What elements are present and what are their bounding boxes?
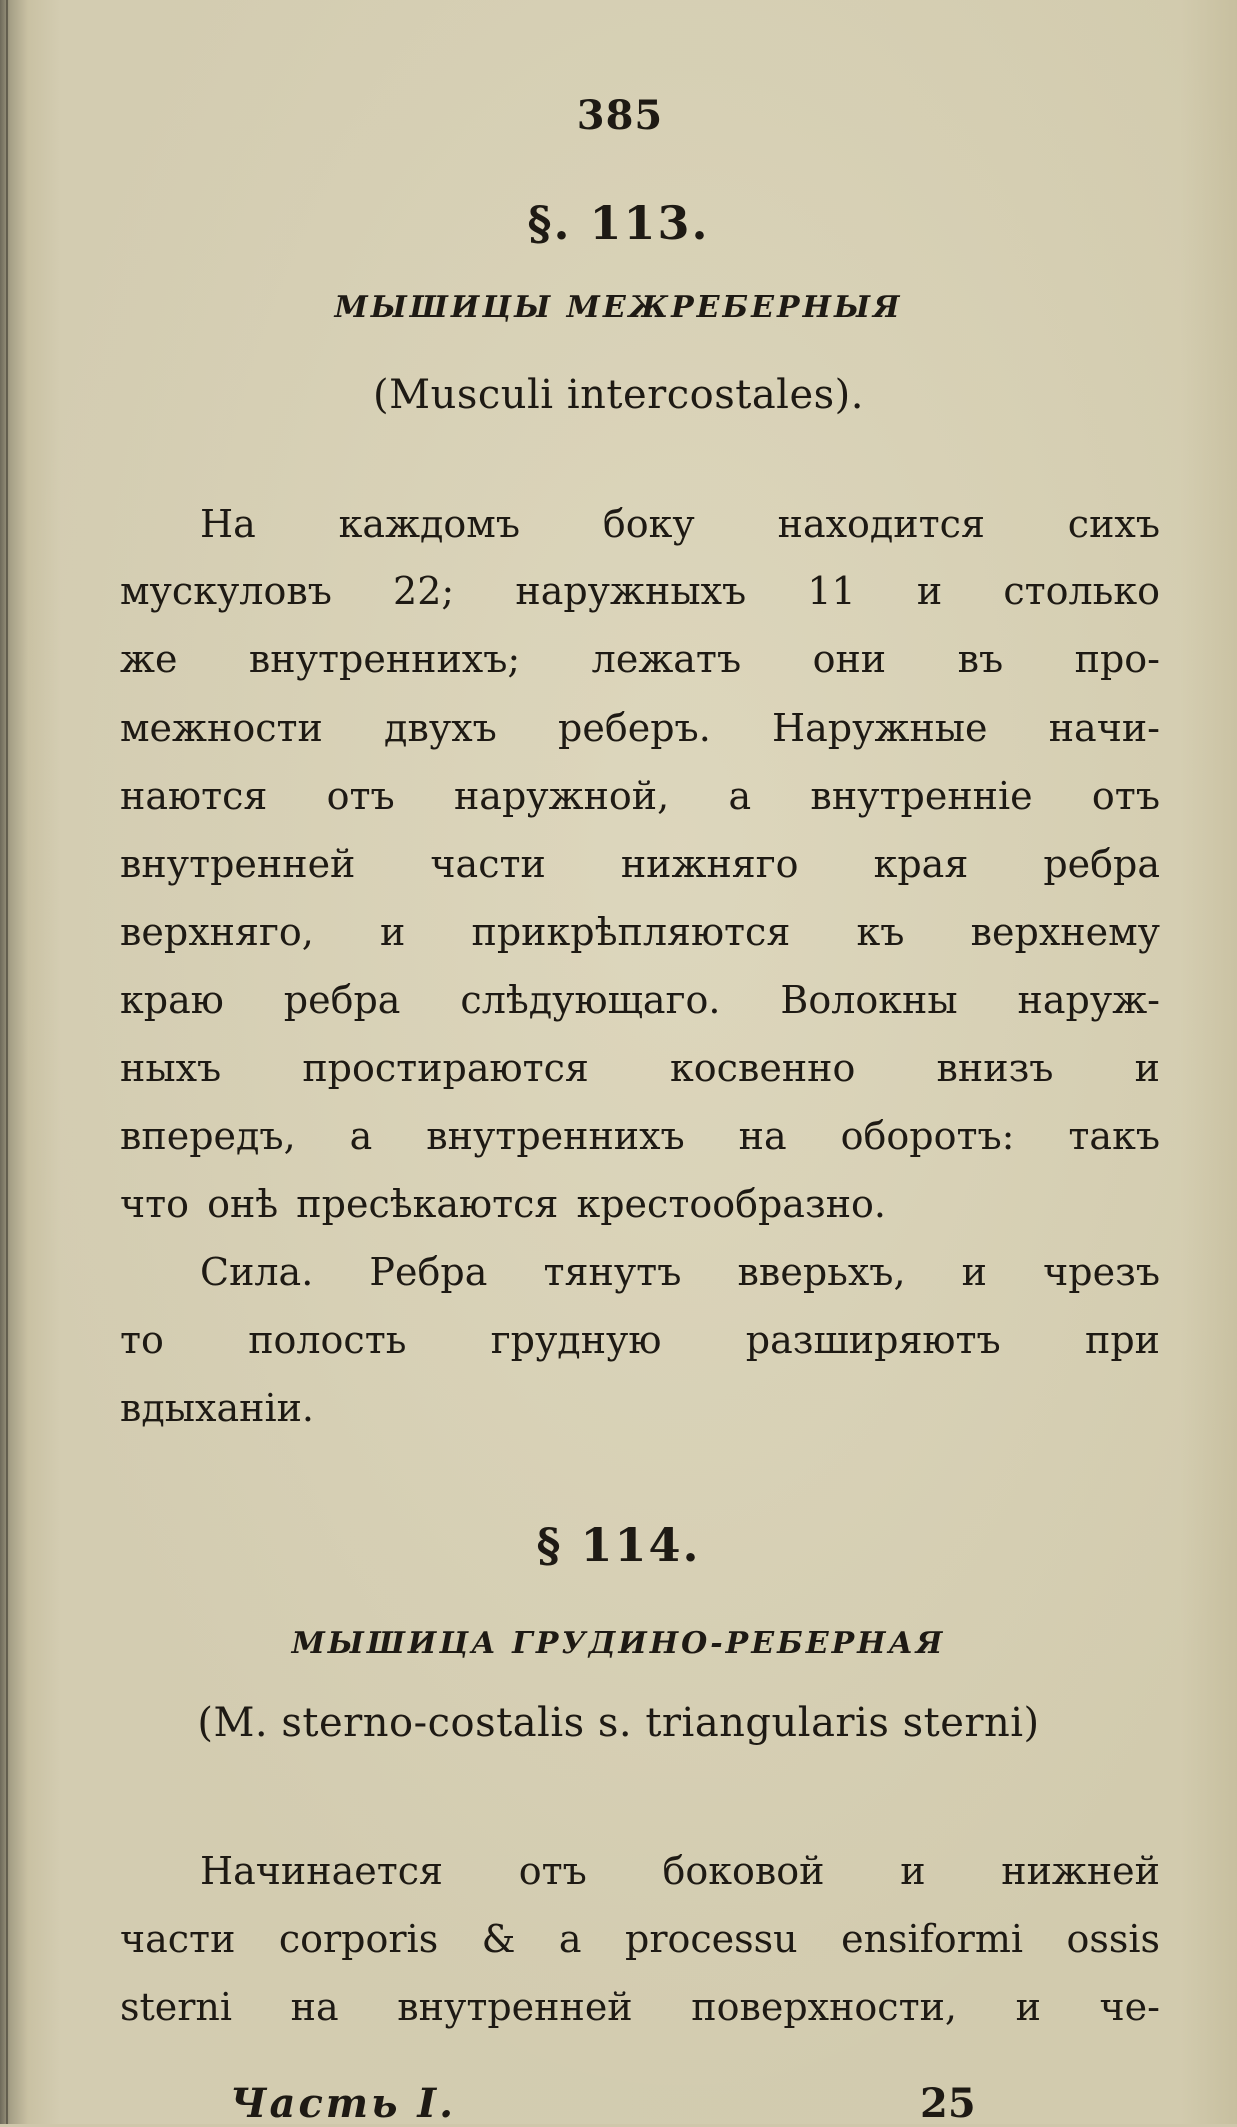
section-title-114: МЫШИЦА ГРУДИНО-РЕБЕРНАЯ — [291, 1626, 946, 1661]
section-heading-113: §. 113. — [527, 196, 710, 250]
page-number: 385 — [576, 92, 664, 139]
section-title-113: МЫШИЦЫ МЕЖРЕБЕРНЫЯ — [334, 290, 903, 325]
footer-part-label: Часть I. — [230, 2080, 457, 2127]
section-latin-name-113: (Musculi intercostales). — [373, 372, 864, 418]
paragraph-line: ныхъ простираются косвенно внизъ и — [120, 1046, 1160, 1090]
paragraph-line: впередъ, а внутреннихъ на оборотъ: такъ — [120, 1114, 1160, 1158]
paragraph-line: Сила. Ребра тянутъ вверьхъ, и чрезъ — [200, 1250, 1160, 1294]
paragraph-line: мускуловъ 22; наружныхъ 11 и столько — [120, 569, 1160, 613]
section-heading-114: § 114. — [536, 1518, 701, 1572]
paragraph-line: наются отъ наружной, а внутренніе отъ — [120, 774, 1160, 818]
paragraph-line: краю ребра слѣдующаго. Волокны наруж- — [120, 978, 1160, 1022]
paragraph-line: На каждомъ боку находится сихъ — [200, 502, 1160, 546]
paragraph-line: sterni на внутренней поверхности, и че- — [120, 1985, 1160, 2029]
section-latin-name-114: (M. sterno-costalis s. triangularis sterni) — [197, 1700, 1040, 1746]
paragraph-line: верхняго, и прикрѣпляются къ верхнему — [120, 910, 1160, 954]
paragraph-line: то полость грудную разширяютъ при — [120, 1318, 1160, 1362]
paragraph-line: части corporis & a processu ensiformi ossis — [120, 1917, 1160, 1961]
paragraph-line: Начинается отъ боковой и нижней — [200, 1849, 1160, 1893]
paragraph-line: же внутреннихъ; лежатъ они въ про- — [120, 637, 1160, 681]
paragraph-line: что онѣ пресѣкаются крестообразно. — [120, 1182, 886, 1226]
paragraph-line: вдыханіи. — [120, 1386, 315, 1430]
paragraph-line: внутренней части нижняго края ребра — [120, 842, 1160, 886]
footer-signature-mark: 25 — [920, 2080, 976, 2127]
paragraph-line: межности двухъ реберъ. Наружные начи- — [120, 706, 1160, 750]
